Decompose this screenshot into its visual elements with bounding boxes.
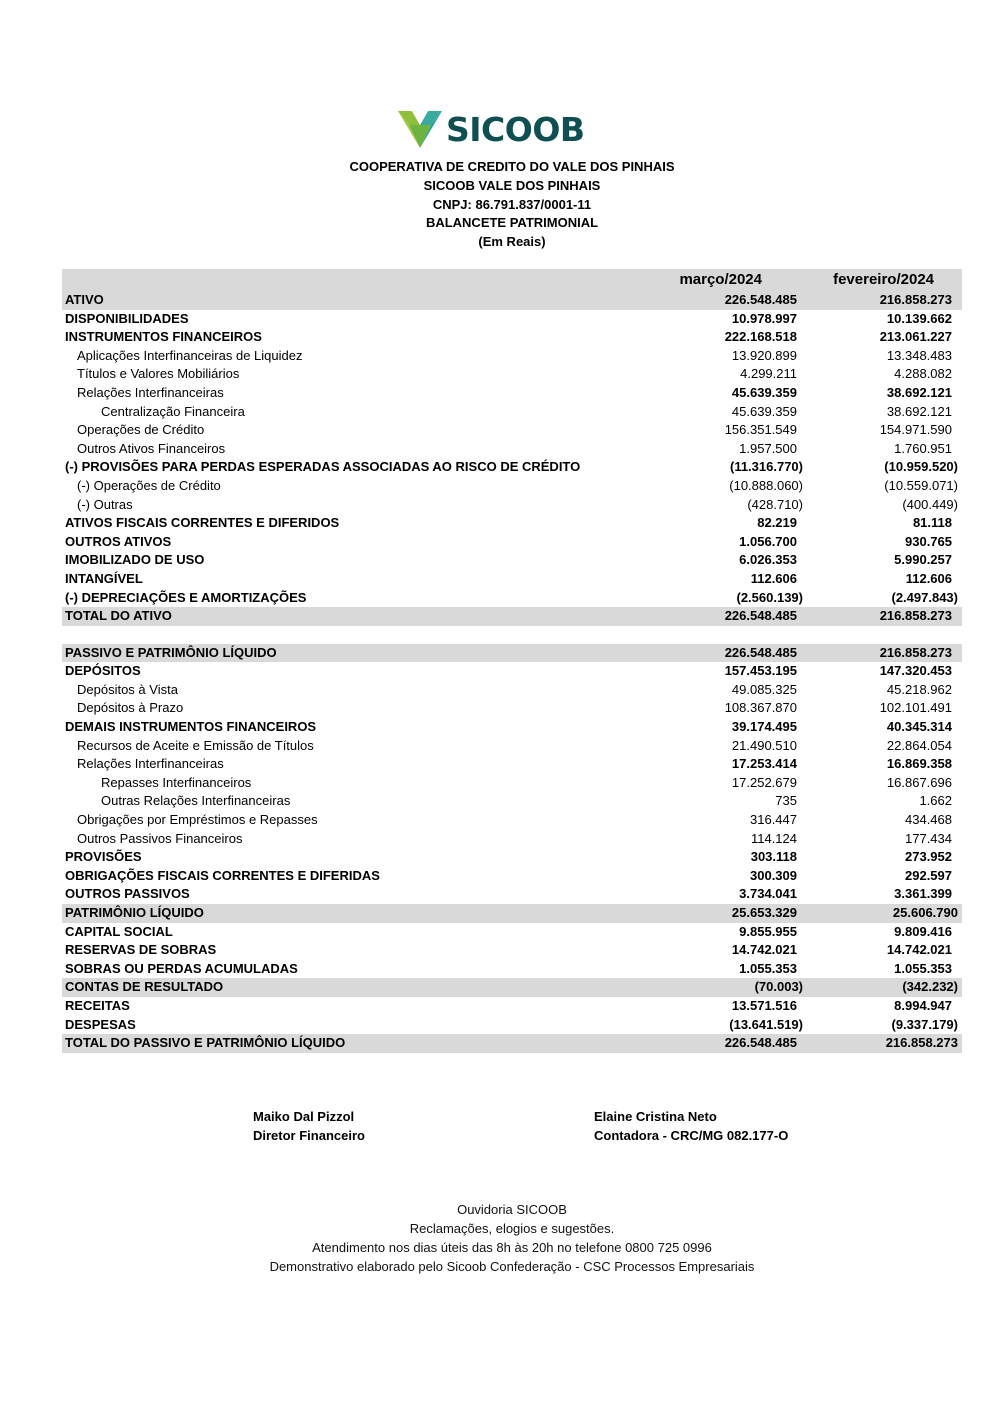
table-row [62,440,962,459]
table-row [62,1016,962,1035]
value-march: 226.548.485 [724,644,797,660]
table-row [62,662,962,681]
value-march: (2.560.139) [736,589,803,605]
table-row [62,310,962,329]
value-march: 10.978.997 [731,310,797,326]
value-february: 930.765 [905,533,952,549]
row-label: IMOBILIZADO DE USO [65,552,205,568]
row-label: OBRIGAÇÕES FISCAIS CORRENTES E DIFERIDAS [65,867,380,883]
table-row [62,811,962,830]
value-february: 10.139.662 [886,310,952,326]
row-label: Centralização Financeira [101,403,245,419]
value-march: (70.003) [754,979,803,995]
logo-brand-text: SICOOB [446,110,585,149]
row-label: PATRIMÔNIO LÍQUIDO [65,905,204,920]
row-label: TOTAL DO ATIVO [65,608,172,624]
signature-director [253,1107,365,1145]
value-february: 112.606 [905,570,952,586]
value-march: (11.316.770) [729,459,803,475]
value-march: 45.639.359 [731,403,797,419]
table-row [62,774,962,793]
table-row [62,496,962,515]
value-march: 226.548.485 [724,292,797,307]
row-label: DISPONIBILIDADES [65,310,189,326]
footer-line: Demonstrativo elaborado pelo Sicoob Confederação - CSC Processos Empresariais [269,1259,755,1274]
value-february: 177.434 [905,830,952,846]
value-march: 3.734.041 [739,886,797,902]
footer-line: Atendimento nos dias úteis das 8h às 20h no telefone 0800 725 0996 [312,1240,712,1255]
value-march: 1.957.500 [739,440,797,456]
value-march: 316.447 [750,812,797,828]
value-february: 22.864.054 [886,737,952,753]
row-label: CAPITAL SOCIAL [65,923,173,939]
ombudsman-footer [0,1200,1000,1276]
cooperative-short-name: SICOOB VALE DOS PINHAIS [423,177,601,193]
cooperative-name: COOPERATIVA DE CREDITO DO VALE DOS PINHAIS [349,159,675,174]
table-row [62,347,962,366]
row-label: Títulos e Valores Mobiliários [77,366,240,382]
table-row [62,755,962,774]
signer-name: Maiko Dal Pizzol [253,1109,355,1124]
row-label: SOBRAS OU PERDAS ACUMULADAS [65,960,298,976]
value-march: 226.548.485 [724,1035,797,1051]
value-february: 102.101.491 [879,700,952,716]
table-row [62,403,962,422]
value-february: 292.597 [905,867,952,883]
value-february: (2.497.843) [891,589,958,605]
currency-note: (Em Reais) [478,234,546,250]
table-row [62,830,962,849]
sicoob-triangle-logo-icon [398,111,442,149]
table-row-total-ativo [62,607,962,626]
value-february: (400.449) [902,496,958,512]
value-february: 1.760.951 [894,440,952,456]
table-row [62,458,962,477]
row-label: Aplicações Interfinanceiras de Liquidez [77,347,303,363]
row-label: INTANGÍVEL [65,570,143,586]
balance-sheet-table [62,269,962,1053]
table-row [62,421,962,440]
table-row [62,533,962,552]
signer-role: Diretor Financeiro [253,1128,365,1143]
value-february: 1.055.353 [894,960,952,976]
value-february: 25.606.790 [892,905,958,920]
value-february: 40.345.314 [886,719,952,735]
row-label: RESERVAS DE SOBRAS [65,942,217,958]
value-february: 1.662 [919,793,952,809]
table-row [62,644,962,663]
value-march: 735 [775,793,797,809]
value-february: 38.692.121 [886,384,952,400]
value-march: (13.641.519) [729,1016,803,1032]
value-february: 14.742.021 [886,942,952,958]
value-march: 6.026.353 [739,552,797,568]
value-february: (10.959.520) [884,459,958,475]
row-label: (-) PROVISÕES PARA PERDAS ESPERADAS ASSOCIADAS AO RISCO DE CRÉDITO [65,459,581,475]
value-march: 17.252.679 [731,774,797,790]
value-february: 45.218.962 [886,681,952,697]
row-label: Repasses Interfinanceiros [101,774,252,790]
value-march: 17.253.414 [731,756,797,772]
table-row [62,737,962,756]
table-row [62,923,962,942]
value-february: 16.869.358 [886,756,952,772]
row-label: PASSIVO E PATRIMÔNIO LÍQUIDO [65,644,277,660]
table-row [62,867,962,886]
value-february: 4.288.082 [894,366,952,382]
value-march: 49.085.325 [731,681,797,697]
document-title: BALANCETE PATRIMONIAL [425,215,599,231]
value-march: 303.118 [750,849,797,865]
value-february: 213.061.227 [879,329,952,345]
table-row [62,570,962,589]
table-row [62,997,962,1016]
row-label: (-) DEPRECIAÇÕES E AMORTIZAÇÕES [65,589,307,605]
value-february: 434.468 [905,812,952,828]
row-label: CONTAS DE RESULTADO [65,979,224,995]
table-row [62,365,962,384]
table-row [62,904,962,923]
table-row [62,291,962,310]
signer-name: Elaine Cristina Neto [594,1109,717,1124]
table-row [62,477,962,496]
row-label: PROVISÕES [65,849,142,865]
cnpj: CNPJ: 86.791.837/0001-11 [432,196,592,212]
column-header-february: fevereiro/2024 [833,271,934,288]
table-row [62,514,962,533]
value-february: (10.559.071) [884,477,958,493]
table-row [62,589,962,608]
document-heading [0,158,1000,252]
footer-line: Reclamações, elogios e sugestões. [409,1221,615,1236]
value-march: (428.710) [747,496,803,512]
row-label: TOTAL DO PASSIVO E PATRIMÔNIO LÍQUIDO [65,1035,346,1051]
row-label: Depósitos à Prazo [77,700,184,716]
table-row [62,718,962,737]
row-label: Relações Interfinanceiras [77,756,224,772]
value-march: 1.055.353 [739,960,797,976]
section-spacer [62,626,962,644]
value-march: 82.219 [757,515,797,531]
row-label: Operações de Crédito [77,422,205,438]
row-label: Relações Interfinanceiras [77,384,224,400]
value-march: 157.453.195 [724,663,797,679]
value-march: 45.639.359 [731,384,797,400]
value-march: 300.309 [750,867,797,883]
value-february: (342.232) [902,979,958,995]
table-row [62,328,962,347]
table-row [62,681,962,700]
row-label: Recursos de Aceite e Emissão de Títulos [77,737,314,753]
table-row [62,792,962,811]
row-label: DEMAIS INSTRUMENTOS FINANCEIROS [65,719,317,735]
value-february: 154.971.590 [879,422,952,438]
value-february: 216.858.273 [879,608,952,624]
table-row [62,848,962,867]
sicoob-logo [398,110,588,150]
value-march: (10.888.060) [729,477,803,493]
value-march: 39.174.495 [731,719,797,735]
row-label: (-) Operações de Crédito [77,477,221,493]
value-february: 5.990.257 [894,552,952,568]
row-label: ATIVOS FISCAIS CORRENTES E DIFERIDOS [65,515,340,531]
row-label: ATIVO [65,292,104,307]
value-march: 14.742.021 [731,942,797,958]
column-header-march: março/2024 [679,271,762,288]
value-march: 1.056.700 [739,533,797,549]
footer-line: Ouvidoria SICOOB [457,1202,567,1217]
value-march: 4.299.211 [740,366,797,382]
row-label: OUTROS PASSIVOS [65,886,190,902]
table-row-total-passivo [62,1034,962,1053]
value-march: 108.367.870 [724,700,797,716]
row-label: DEPÓSITOS [65,663,141,679]
signature-accountant [594,1107,788,1145]
row-label: RECEITAS [65,997,130,1013]
value-february: 38.692.121 [886,403,952,419]
table-row [62,551,962,570]
value-february: 81.118 [912,515,952,531]
value-march: 13.920.899 [731,347,797,363]
value-march: 156.351.549 [724,422,797,438]
value-february: 216.858.273 [879,644,952,660]
value-february: 16.867.696 [886,774,952,790]
table-row [62,941,962,960]
value-february: 3.361.399 [894,886,952,902]
value-march: 21.490.510 [731,737,797,753]
value-march: 13.571.516 [731,997,797,1013]
row-label: Outros Ativos Financeiros [77,440,226,456]
value-february: 8.994.947 [894,997,952,1013]
value-february: 273.952 [905,849,952,865]
value-february: 147.320.453 [879,663,952,679]
row-label: Outras Relações Interfinanceiras [101,793,291,809]
value-february: 9.809.416 [894,923,952,939]
row-label: Obrigações por Empréstimos e Repasses [77,812,318,828]
signer-role: Contadora - CRC/MG 082.177-O [594,1128,789,1143]
row-label: INSTRUMENTOS FINANCEIROS [65,329,262,345]
value-march: 9.855.955 [739,923,797,939]
table-row [62,699,962,718]
column-header-row [62,269,962,291]
value-february: 216.858.273 [885,1035,958,1051]
value-february: 216.858.273 [879,292,952,307]
value-march: 222.168.518 [724,329,797,345]
value-february: (9.337.179) [891,1016,958,1032]
table-row [62,978,962,997]
value-march: 112.606 [750,570,797,586]
row-label: Depósitos à Vista [77,681,178,697]
table-row [62,885,962,904]
value-february: 13.348.483 [886,347,952,363]
value-march: 226.548.485 [724,608,797,624]
row-label: OUTROS ATIVOS [65,533,172,549]
value-march: 25.653.329 [731,905,797,920]
row-label: DESPESAS [65,1016,136,1032]
value-march: 114.124 [750,830,797,846]
table-row [62,384,962,403]
table-row [62,960,962,979]
row-label: (-) Outras [77,496,133,512]
row-label: Outros Passivos Financeiros [77,830,243,846]
